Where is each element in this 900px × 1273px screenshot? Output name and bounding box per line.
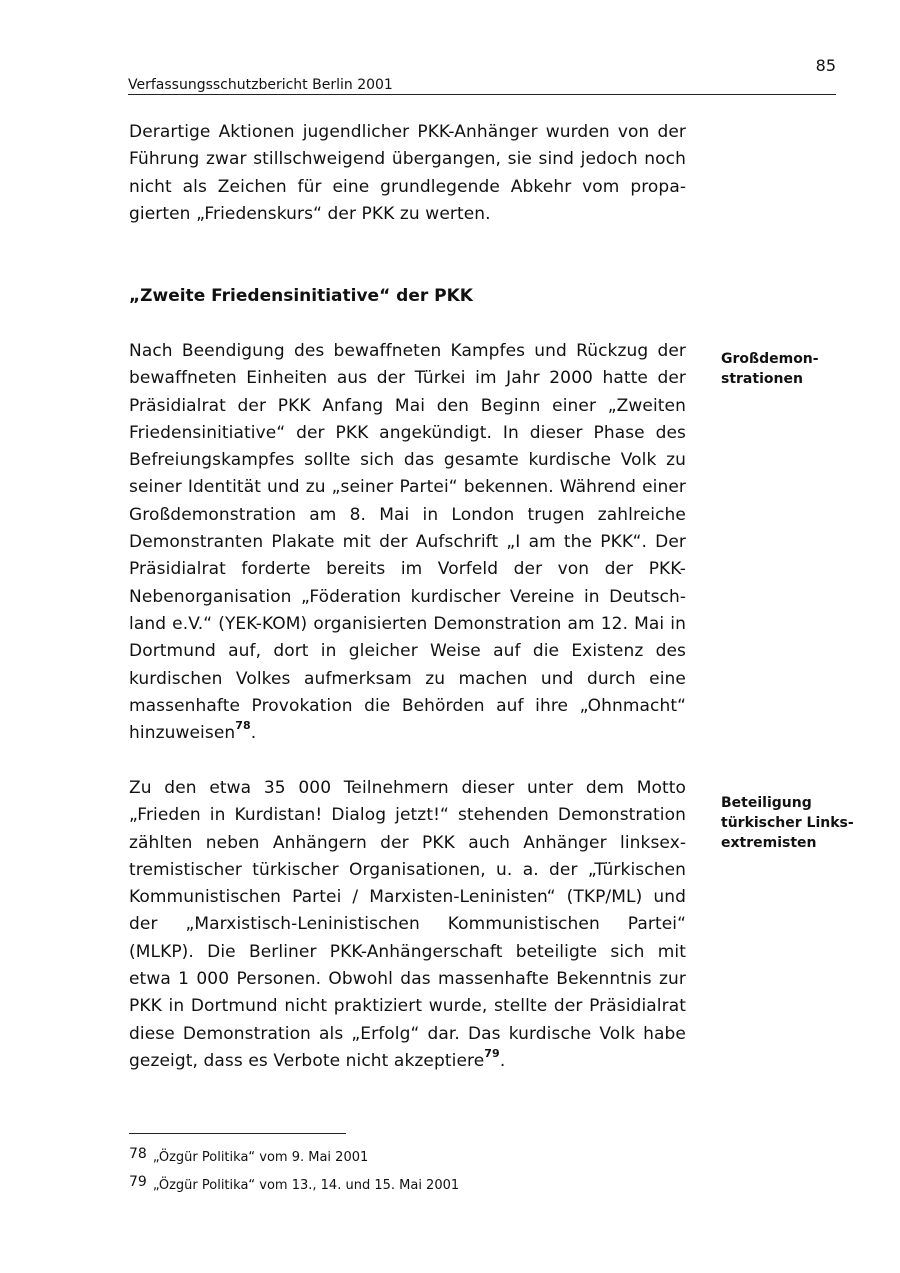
paragraph-demonstration-text: Zu den etwa 35 000 Teilnehmern dieser unter dem Motto „Frieden in Kurdistan! Dialog jetzt!“ stehenden Demonstration zählten neben Anhängern der PKK auch Anhänger linksextremistischer türkischer Organisationen, u. a. der „Türkischen Kommunistischen Partei / Marxisten-Leninisten“ (TKP/ML) und der „Marxistisch-Leninistischen Kommunistischen Partei“ (MLKP). Die Berliner PKK-Anhängerschaft beteiligte sich mit etwa 1 000 Personen. Obwohl das massenhafte Bekenntnis zur PKK in Dortmund nicht praktiziert wurde, stellte der Präsidialrat diese Demonstration als „Erfolg“ dar. Das kurdische Volk habe gezeigt, dass es Verbote nicht akzeptiere — [129, 778, 686, 1071]
margin-note-line: Großdemon- — [721, 351, 819, 367]
footnote-text: „Özgür Politika“ vom 9. Mai 2001 — [152, 1150, 369, 1165]
paragraph-peace-initiative — [129, 338, 686, 747]
running-header: Verfassungsschutzbericht Berlin 2001 — [128, 77, 836, 95]
footnote-ref-78[interactable]: 78 — [235, 719, 251, 733]
paragraph-peace-initiative-text: Nach Beendigung des bewaffneten Kampfes und Rückzug der bewaffneten Einheiten aus der Türkei im Jahr 2000 hatte der Präsidialrat der PKK Anfang Mai den Beginn einer „Zweiten Friedensinitiative“ der PKK angekündigt. In dieser Phase des Befreiungskampfes sollte sich das gesamte kurdische Volk zu seiner Identität und zu „seiner Partei“ bekennen. Während einer Großdemonstration am 8. Mai in London trugen zahlreiche Demonstranten Plakate mit der Aufschrift „I am the PKK“. Der Präsidialrat forderte bereits im Vorfeld der von der PKK-Nebenorganisation „Föderation kurdischer Vereine in Deutschland e.V.“ (YEK-KOM) organisierten Demonstration am 12. Mai in Dortmund auf, dort in gleicher Weise auf die Existenz des kurdischen Volkes aufmerksam zu machen und durch eine massenhafte Provokation die Behörden auf ihre „Ohnmacht“ hinzuweisen — [129, 341, 686, 744]
page-number: 85 — [815, 56, 836, 75]
footnote-text: „Özgür Politika“ vom 13., 14. und 15. Mai 2001 — [152, 1178, 460, 1193]
section-heading: „Zweite Friedensinitiative“ der PKK — [129, 286, 473, 306]
footnotes — [129, 1142, 729, 1198]
margin-note-line: strationen — [721, 371, 803, 387]
margin-note-line: extremisten — [721, 835, 817, 851]
footnote-79 — [129, 1170, 729, 1198]
footnote-ref-79[interactable]: 79 — [484, 1046, 500, 1060]
paragraph-intro-text: Derartige Aktionen jugendlicher PKK-Anhänger wurden von der Führung zwar stillschweigend übergangen, sie sind jedoch noch nicht als Zeichen für eine grundlegende Abkehr vom propagierten „Friedenskurs“ der PKK zu werten. — [129, 122, 686, 224]
paragraph-peace-initiative-end: . — [250, 723, 257, 744]
paragraph-intro — [129, 119, 686, 228]
margin-note-mass-demonstrations — [721, 349, 871, 389]
margin-note-left-extremists — [721, 793, 871, 853]
footnote-divider — [129, 1133, 346, 1134]
footnote-number: 79 — [129, 1174, 147, 1190]
paragraph-demonstration — [129, 775, 686, 1075]
paragraph-demonstration-end: . — [499, 1050, 506, 1071]
footnote-number: 78 — [129, 1146, 147, 1162]
margin-note-line: Beteiligung — [721, 795, 812, 811]
margin-note-line: türkischer Links- — [721, 815, 854, 831]
footnote-78 — [129, 1142, 729, 1170]
